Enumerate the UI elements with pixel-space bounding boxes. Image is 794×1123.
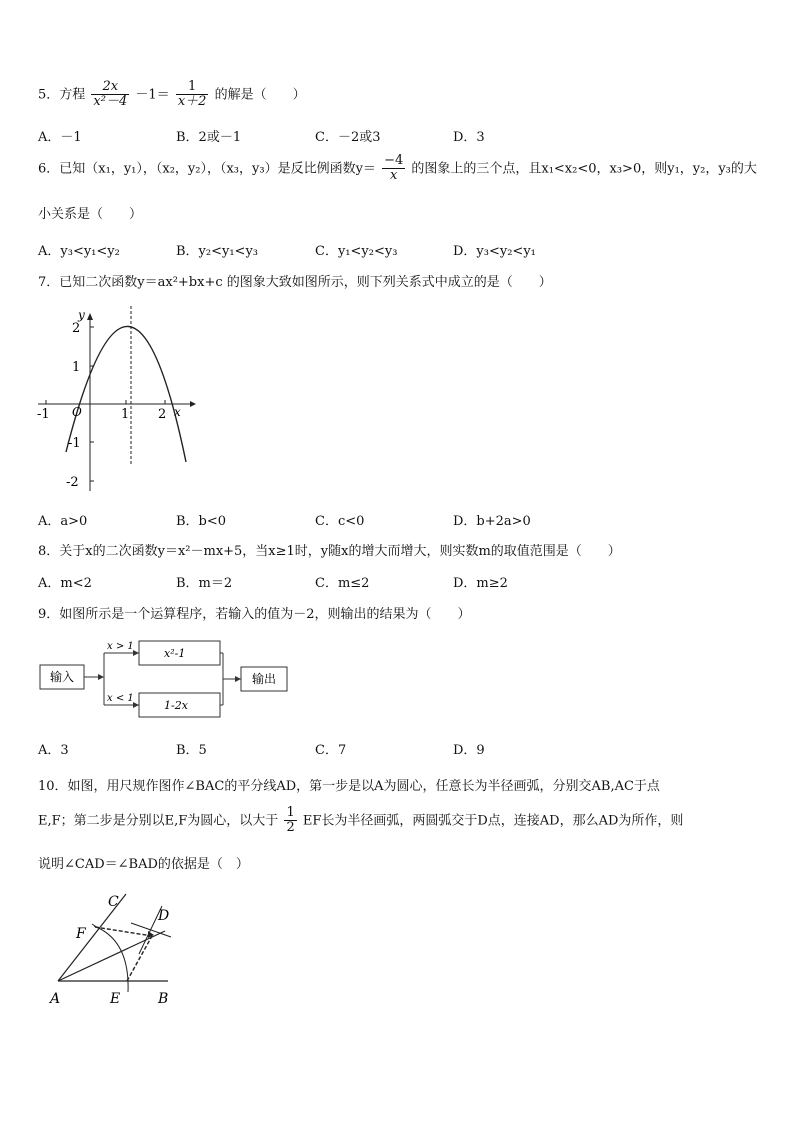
q5-frac1-denominator: x²－4 bbox=[93, 94, 128, 110]
q9-box-bottom: 1-2x bbox=[164, 699, 188, 712]
q9-flowchart bbox=[38, 636, 298, 722]
q5-suffix: 的解是（ ） bbox=[214, 87, 306, 103]
q7-ytick-1: 1 bbox=[72, 360, 81, 375]
q10-label-b: B bbox=[158, 991, 169, 1007]
q6-part1: 6．已知（x₁，y₁），（x₂，y₂），（x₃，y₃）是反比例函数y＝ bbox=[38, 161, 376, 177]
q5-frac2-numerator: 1 bbox=[176, 80, 209, 95]
q9-output-box: 输出 bbox=[252, 672, 277, 686]
q10-stem-line3: 说明∠CAD＝∠BAD的依据是（ ） bbox=[38, 857, 249, 872]
q7-xtick-neg1: -1 bbox=[37, 407, 50, 422]
q5-option-d[interactable]: D．3 bbox=[453, 130, 485, 145]
q10-label-d: D bbox=[158, 908, 170, 924]
q5-fraction-1 bbox=[91, 80, 129, 110]
q5-fraction-2 bbox=[176, 80, 209, 110]
q9-cond-top: x > 1 bbox=[107, 641, 134, 652]
q5-stem bbox=[38, 80, 306, 110]
q10-angle-bisector-figure bbox=[40, 888, 190, 1018]
q10-stem-line1: 10．如图，用尺规作图作∠BAC的平分线AD，第一步是以A为圆心，任意长为半径画弧，分别交AB,AC于点 bbox=[38, 779, 660, 794]
q10-frac-denominator: 2 bbox=[286, 820, 295, 836]
q7-option-b[interactable]: B．b<0 bbox=[176, 514, 227, 529]
q5-option-a[interactable]: A．－1 bbox=[38, 130, 82, 145]
q10-half-fraction bbox=[284, 806, 296, 836]
q7-y-label: y bbox=[78, 308, 85, 322]
q7-ytick-2: 2 bbox=[72, 321, 81, 336]
q7-xtick-2: 2 bbox=[158, 407, 167, 422]
q7-option-d[interactable]: D．b+2a>0 bbox=[453, 514, 531, 529]
q5-frac2-denominator: x＋2 bbox=[177, 94, 207, 110]
q7-parabola-graph bbox=[30, 306, 200, 496]
q5-option-b[interactable]: B．2或－1 bbox=[176, 130, 242, 145]
q6-frac-denominator: x bbox=[389, 168, 398, 184]
q6-option-d[interactable]: D．y₃<y₂<y₁ bbox=[453, 244, 536, 259]
q6-option-a[interactable]: A．y₃<y₁<y₂ bbox=[38, 244, 120, 259]
q5-mid: －1＝ bbox=[135, 87, 170, 103]
q10-label-a: A bbox=[50, 991, 61, 1007]
q10-label-e: E bbox=[110, 991, 121, 1007]
q5-option-c[interactable]: C．－2或3 bbox=[315, 130, 381, 145]
q6-frac-numerator: −4 bbox=[384, 153, 404, 168]
q6-stem-line1 bbox=[38, 154, 757, 184]
q9-option-a[interactable]: A．3 bbox=[38, 743, 69, 758]
q10-label-f: F bbox=[76, 926, 86, 942]
q7-option-a[interactable]: A．a>0 bbox=[38, 514, 88, 529]
q9-input-box: 输入 bbox=[50, 670, 75, 684]
q10-line2b: EF长为半径画弧，两圆弧交于D点，连接AD，那么AD为所作，则 bbox=[302, 813, 684, 829]
q9-stem: 9．如图所示是一个运算程序，若输入的值为－2，则输出的结果为（ ） bbox=[38, 607, 471, 622]
q7-option-c[interactable]: C．c<0 bbox=[315, 514, 365, 529]
q8-stem: 8．关于x的二次函数y＝x²－mx+5，当x≥1时，y随x的增大而增大，则实数m的取值范围是（ ） bbox=[38, 544, 621, 559]
q8-option-c[interactable]: C．m≤2 bbox=[315, 576, 370, 591]
q5-frac1-numerator: 2x bbox=[91, 80, 129, 95]
q8-option-d[interactable]: D．m≥2 bbox=[453, 576, 508, 591]
q9-option-b[interactable]: B．5 bbox=[176, 743, 207, 758]
q7-xtick-1: 1 bbox=[121, 407, 130, 422]
q6-part2: 的图象上的三个点，且x₁<x₂<0，x₃>0，则y₁，y₂，y₃的大 bbox=[411, 161, 757, 177]
q7-origin-label: O bbox=[72, 405, 82, 419]
q10-frac-numerator: 1 bbox=[286, 805, 295, 820]
q10-label-c: C bbox=[108, 894, 119, 910]
q8-option-a[interactable]: A．m<2 bbox=[38, 576, 92, 591]
q9-option-c[interactable]: C．7 bbox=[315, 743, 347, 758]
q9-box-top: x²-1 bbox=[164, 647, 186, 660]
q7-ytick-neg1: -1 bbox=[68, 436, 81, 451]
q9-option-d[interactable]: D．9 bbox=[453, 743, 485, 758]
q6-stem-line2: 小关系是（ ） bbox=[38, 207, 143, 222]
q8-option-b[interactable]: B．m＝2 bbox=[176, 576, 233, 591]
q7-ytick-neg2: -2 bbox=[66, 475, 79, 490]
q10-stem-line2 bbox=[38, 806, 683, 836]
q6-fraction bbox=[382, 154, 405, 184]
q9-cond-bottom: x < 1 bbox=[107, 693, 134, 704]
q7-stem: 7．已知二次函数y＝ax²+bx+c 的图象大致如图所示，则下列关系式中成立的是（ ） bbox=[38, 275, 552, 290]
q6-option-b[interactable]: B．y₂<y₁<y₃ bbox=[176, 244, 259, 259]
q6-option-c[interactable]: C．y₁<y₂<y₃ bbox=[315, 244, 398, 259]
q7-x-label: x bbox=[174, 405, 181, 419]
q10-line2a: E,F；第二步是分别以E,F为圆心，以大于 bbox=[38, 813, 279, 829]
q5-prefix: 5．方程 bbox=[38, 87, 86, 103]
